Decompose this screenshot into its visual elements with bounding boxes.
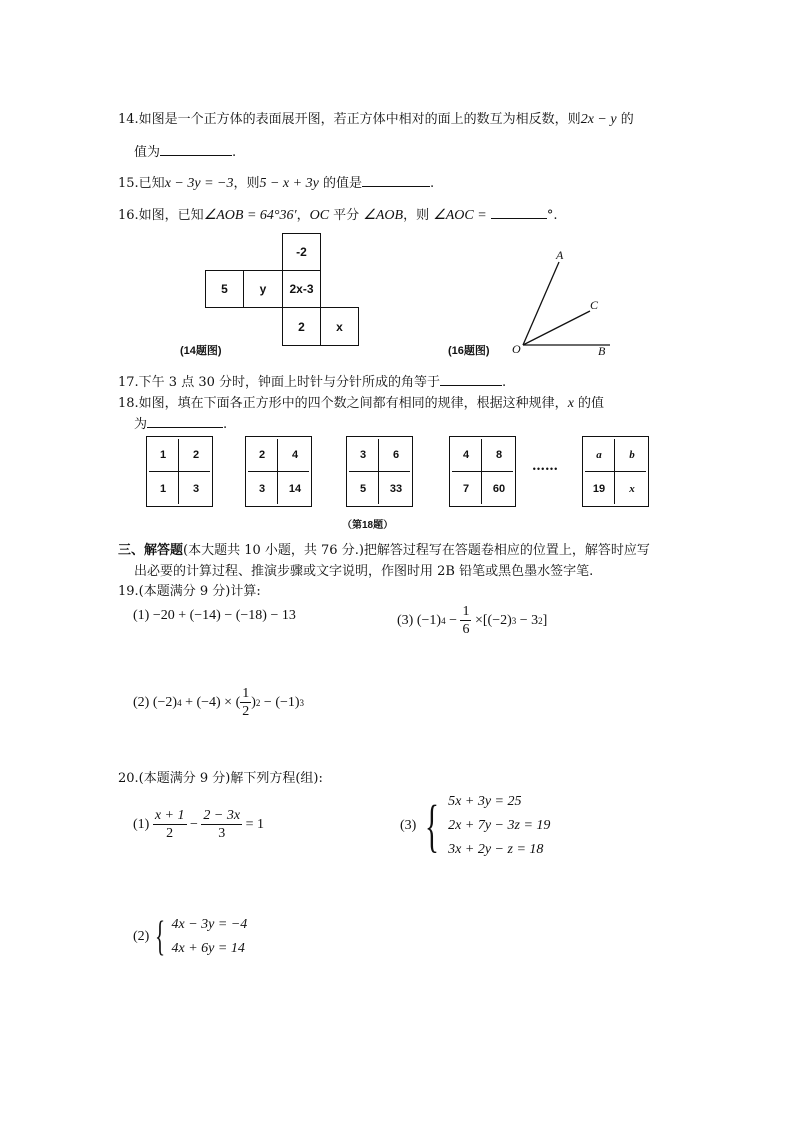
- ellipsis: ……: [532, 459, 558, 474]
- box-cell: 4: [291, 449, 299, 461]
- q20-part3: (3) { 5x + 3y = 25 2x + 7y − 3z = 19 3x + 2y − z = 18: [400, 793, 551, 858]
- fig14-caption: (14题图): [180, 345, 222, 357]
- brace: {: [155, 914, 166, 960]
- box-cell: 3: [359, 449, 367, 461]
- pattern-box-3: [346, 436, 413, 507]
- q19-title: 19.(本题满分 9 分)计算:: [118, 584, 261, 599]
- q14-line2: 值为 .: [134, 145, 237, 160]
- q17: 17.下午 3 点 30 分时，钟面上时针与分针所成的角等于 .: [118, 375, 507, 390]
- q19-part2: (2) (−2) 4 + (−4) × ( $\frac{1}{2}$ ) 2 − (−1) 3: [133, 686, 305, 719]
- ray-oc: [523, 311, 590, 345]
- q20-part2: (2) { 4x − 3y = −4 4x + 6y = 14: [133, 914, 248, 960]
- label-a: A: [556, 248, 564, 262]
- net-cell-center: 2x-3: [282, 270, 321, 308]
- label-c: C: [590, 298, 599, 312]
- box-cell: 19: [592, 483, 606, 495]
- net-cell-bottom-right: x: [320, 307, 359, 346]
- box-cell: 6: [392, 449, 400, 461]
- q18-answer-blank[interactable]: [147, 415, 223, 428]
- box-cell: 14: [288, 483, 302, 495]
- q14-answer-blank[interactable]: [160, 143, 232, 156]
- box-cell: a: [596, 449, 602, 461]
- q19-part1: (1) −20 + (−14) − (−18) − 13: [133, 608, 296, 623]
- q14-expr: 2x − y: [580, 112, 617, 127]
- net-cell-mid-left: y: [243, 270, 283, 308]
- fig18-caption: （第18题）: [342, 520, 394, 531]
- label-o: O: [512, 342, 521, 356]
- box-cell: 7: [462, 483, 470, 495]
- q15: 15.已知x − 3y = −3，则5 − x + 3y 的值是 .: [118, 176, 435, 191]
- q18-line2: 为 .: [134, 417, 228, 432]
- box-cell: 33: [389, 483, 403, 495]
- brace: {: [425, 793, 440, 858]
- box-cell: 1: [159, 483, 167, 495]
- section3-title: 三、解答题: [118, 543, 184, 558]
- box-cell: x: [629, 483, 635, 495]
- pattern-box-4: [449, 436, 516, 507]
- q15-answer-blank[interactable]: [362, 174, 430, 187]
- label-b: B: [598, 344, 606, 358]
- q17-answer-blank[interactable]: [440, 373, 502, 386]
- box-cell: 1: [159, 449, 167, 461]
- q19-part3: (3) (−1) 4 − $\frac{1}{6}$ ×[(−2) 3 − 3 2 ]: [397, 604, 548, 637]
- q20-part1: (1) $\frac{x + 1}{2}$ − $\frac{2 - 3x}{3}$ = 1: [133, 808, 264, 841]
- ray-oa: [523, 262, 559, 345]
- box-cell: 5: [359, 483, 367, 495]
- box-cell: 4: [462, 449, 470, 461]
- fig16-caption: (16题图): [448, 345, 490, 357]
- q16: 16.如图，已知∠AOB = 64°36′，OC 平分 ∠AOB，则 ∠AOC = °.: [118, 208, 558, 223]
- net-cell-top: -2: [282, 233, 321, 271]
- net-cell-bottom: 2: [282, 307, 321, 346]
- box-cell: 8: [495, 449, 503, 461]
- q16-answer-blank[interactable]: [491, 206, 547, 219]
- net-cell-left: 5: [205, 270, 244, 308]
- box-cell: 2: [258, 449, 266, 461]
- pattern-box-1: [146, 436, 213, 507]
- pattern-box-5: [582, 436, 649, 507]
- box-cell: 60: [492, 483, 506, 495]
- q18-line1: 18.如图，填在下面各正方形中的四个数之间都有相同的规律，根据这种规律，x 的值: [118, 396, 605, 411]
- section3-line1: 三、解答题(本大题共 10 小题，共 76 分.)把解答过程写在答题卷相应的位置上，解答时应写: [118, 543, 650, 558]
- box-cell: 3: [258, 483, 266, 495]
- q14-line1: 14.如图是一个正方体的表面展开图，若正方体中相对的面上的数互为相反数，则2x − y 的: [118, 112, 634, 127]
- section3-line2: 出必要的计算过程、推演步骤或文字说明，作图时用 2B 铅笔或黑色墨水签字笔.: [134, 564, 594, 579]
- box-cell: b: [629, 449, 635, 461]
- box-cell: 2: [192, 449, 200, 461]
- box-cell: 3: [192, 483, 200, 495]
- pattern-box-2: [245, 436, 312, 507]
- q20-title: 20.(本题满分 9 分)解下列方程(组):: [118, 771, 323, 786]
